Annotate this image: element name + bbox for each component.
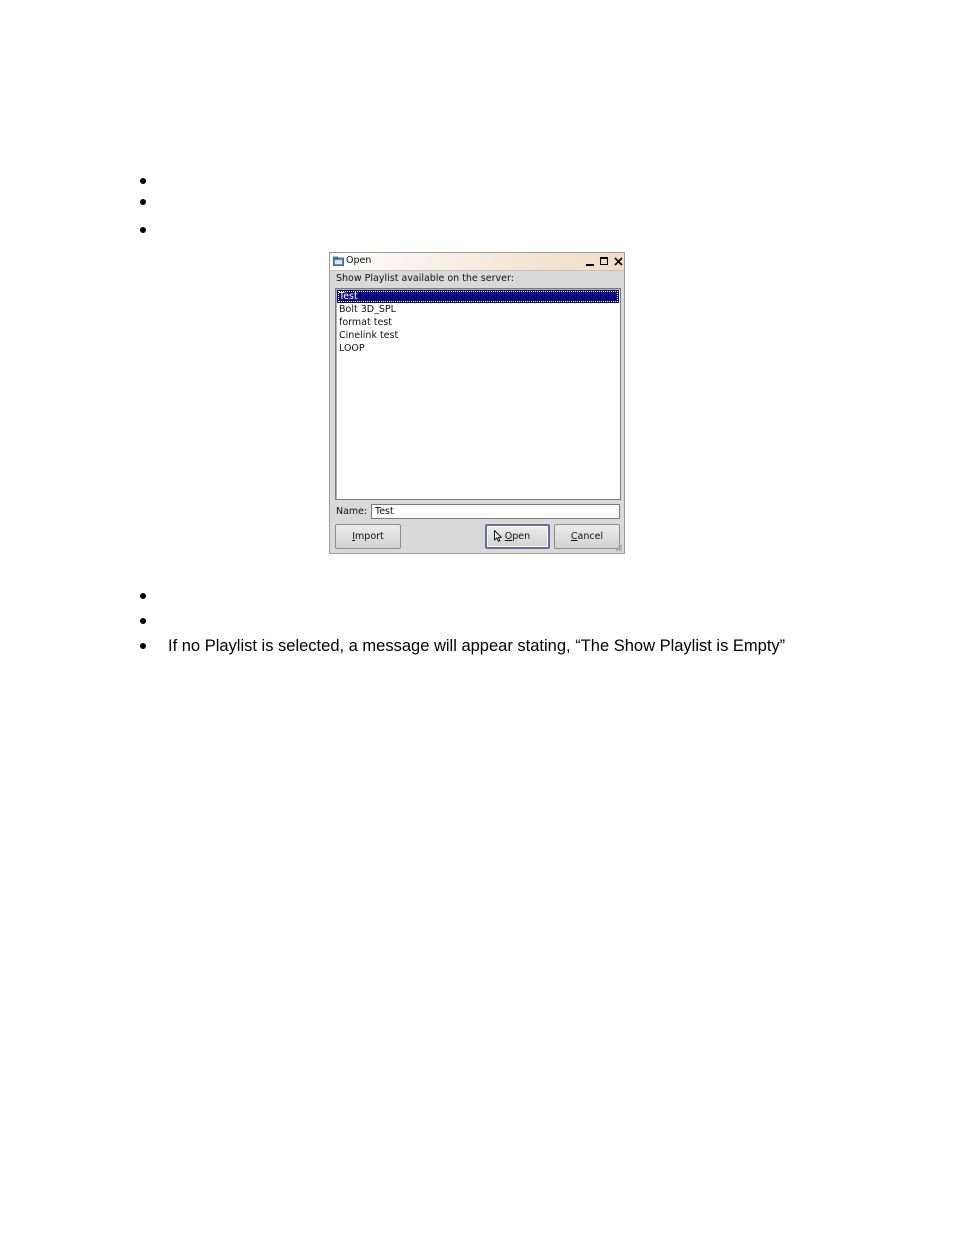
- import-label: mport: [355, 531, 384, 542]
- import-mnemonic: I: [352, 531, 356, 542]
- list-item[interactable]: format test: [339, 317, 392, 328]
- cancel-label: ancel: [577, 531, 604, 542]
- open-button[interactable]: [485, 524, 550, 549]
- bullet-text: If no Playlist is selected, a message will appear stating, “The Show Playlist is Empty”: [168, 637, 786, 655]
- list-item[interactable]: LOOP: [339, 343, 365, 354]
- bullet-marker: [140, 178, 148, 186]
- import-button[interactable]: [335, 524, 401, 549]
- open-mnemonic: O: [504, 531, 513, 542]
- minimize-button[interactable]: [584, 255, 596, 267]
- playlist-listbox[interactable]: [335, 288, 621, 500]
- bullet-marker: [140, 199, 148, 207]
- name-field[interactable]: Test: [371, 504, 620, 519]
- maximize-button[interactable]: [598, 255, 610, 267]
- dialog-titlebar: [330, 253, 624, 271]
- folder-icon: [333, 256, 344, 266]
- bullet-marker: [140, 593, 148, 601]
- close-button[interactable]: [612, 255, 624, 267]
- name-label: Name:: [336, 506, 368, 517]
- dialog-prompt: Show Playlist available on the server:: [336, 273, 514, 284]
- maximize-icon: [600, 257, 608, 265]
- bullet-marker: [140, 618, 148, 626]
- dialog-title: Open: [346, 255, 372, 266]
- list-item[interactable]: Test: [337, 290, 619, 303]
- mouse-cursor-icon: [494, 530, 502, 542]
- list-item[interactable]: Cinelink test: [339, 330, 399, 341]
- minimize-icon: [586, 264, 594, 266]
- list-item[interactable]: Bolt 3D_SPL: [339, 304, 396, 315]
- open-label: pen: [512, 531, 531, 542]
- cancel-button[interactable]: [554, 524, 620, 549]
- open-dialog: [329, 252, 625, 554]
- cancel-mnemonic: C: [570, 531, 578, 542]
- bullet-marker: [140, 643, 148, 651]
- close-icon: [614, 257, 623, 266]
- bullet-marker: [140, 227, 148, 235]
- resize-grip-icon[interactable]: [615, 544, 623, 552]
